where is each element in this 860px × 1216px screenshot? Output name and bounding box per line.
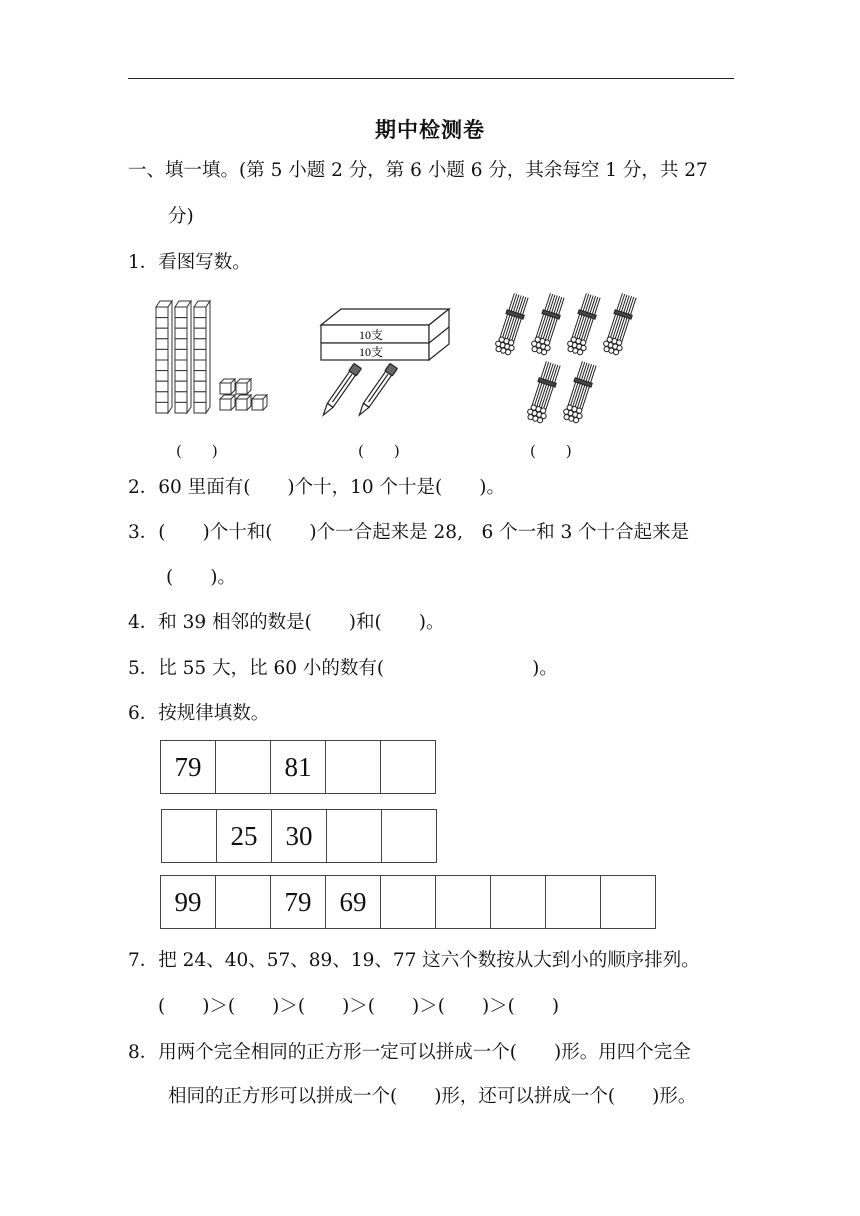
pattern-cell: 99 [161, 876, 216, 928]
q7-answer-line[interactable]: ( )＞( )＞( )＞( )＞( )＞( ) [158, 996, 560, 1017]
pattern-cell[interactable] [326, 741, 381, 793]
q1-text: 1．看图写数。 [128, 252, 251, 273]
page-title: 期中检测卷 [375, 118, 485, 142]
number-pattern-row-1 [160, 740, 436, 794]
pattern-cell[interactable] [162, 810, 217, 862]
box-label-1: 10支 [359, 328, 384, 342]
q1-answer-2[interactable]: ( ) [358, 442, 400, 460]
q6-text: 6．按规律填数。 [128, 703, 270, 724]
pattern-cell[interactable] [216, 741, 271, 793]
base-ten-blocks-icon [150, 295, 280, 417]
q1-answer-1[interactable]: ( ) [176, 442, 218, 460]
pattern-cell[interactable] [327, 810, 382, 862]
q8-line2: 相同的正方形可以拼成一个( )形，还可以拼成一个( )形。 [168, 1086, 697, 1107]
pen-box-icon [315, 303, 455, 431]
number-pattern-row-2 [161, 809, 437, 863]
stick-bundles-icon [488, 288, 648, 428]
pattern-cell: 25 [217, 810, 272, 862]
pattern-cell[interactable] [436, 876, 491, 928]
pattern-cell: 30 [272, 810, 327, 862]
section-heading-line1: 一、填一填。(第 5 小题 2 分，第 6 小题 6 分，其余每空 1 分，共 27 [128, 160, 708, 181]
number-pattern-row-3 [160, 875, 656, 929]
pattern-cell[interactable] [601, 876, 655, 928]
pattern-cell[interactable] [381, 876, 436, 928]
pattern-cell[interactable] [381, 741, 435, 793]
q1-answer-3[interactable]: ( ) [530, 442, 572, 460]
q7-text: 7．把 24、40、57、89、19、77 这六个数按从大到小的顺序排列。 [128, 950, 700, 971]
pattern-cell: 79 [161, 741, 216, 793]
q8-line1: 8．用两个完全相同的正方形一定可以拼成一个( )形。用四个完全 [128, 1042, 691, 1063]
pattern-cell[interactable] [382, 810, 436, 862]
q2-text: 2．60 里面有( )个十，10 个十是( )。 [128, 477, 505, 498]
q5-text: 5．比 55 大，比 60 小的数有( )。 [128, 658, 558, 679]
pattern-cell[interactable] [546, 876, 601, 928]
pattern-cell: 81 [271, 741, 326, 793]
q3-line1: 3．( )个十和( )个一合起来是 28, 6 个一和 3 个十合起来是 [128, 522, 690, 543]
pattern-cell: 69 [326, 876, 381, 928]
section-heading-line2: 分) [168, 206, 194, 227]
q3-line2: ( )。 [166, 567, 236, 588]
q4-text: 4．和 39 相邻的数是( )和( )。 [128, 612, 445, 633]
pattern-cell: 79 [271, 876, 326, 928]
top-rule [128, 78, 734, 79]
pattern-cell[interactable] [491, 876, 546, 928]
pattern-cell[interactable] [216, 876, 271, 928]
box-label-2: 10支 [359, 345, 384, 359]
